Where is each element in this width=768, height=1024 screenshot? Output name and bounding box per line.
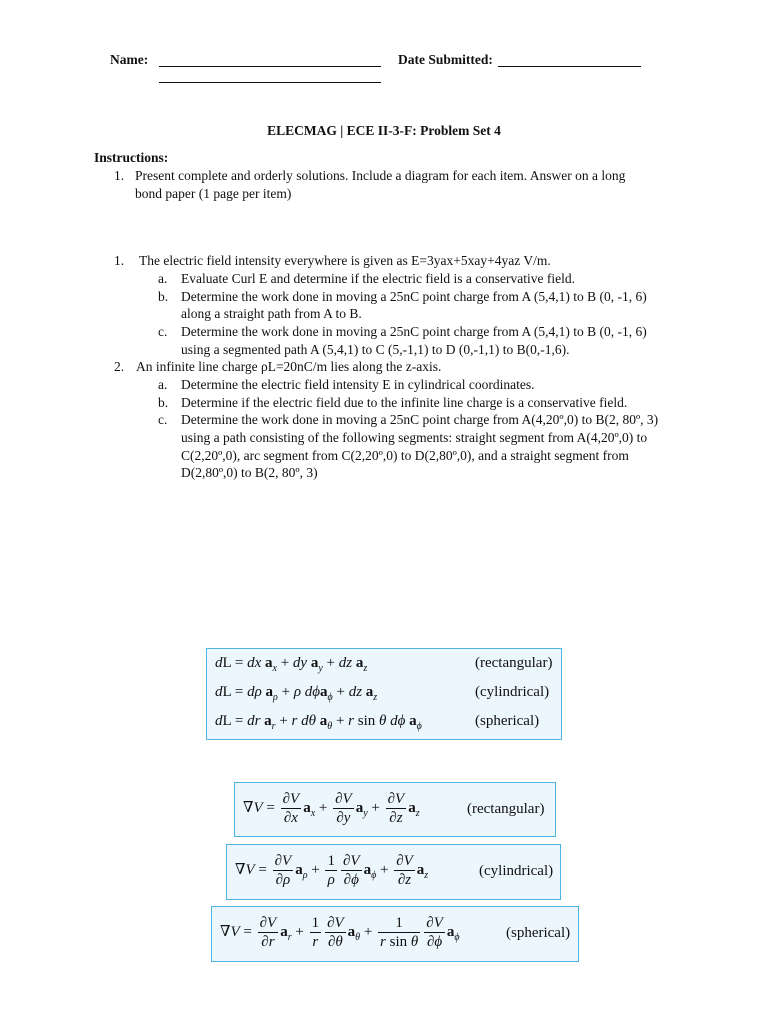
- problem-2b-letter: b.: [158, 395, 169, 410]
- grad-spherical-box: [211, 906, 579, 962]
- instruction-item-text: Present complete and orderly solutions. Include a diagram for each item. Answer on a long: [135, 168, 626, 183]
- problem-2c-letter: c.: [158, 412, 168, 427]
- problem-2c-text-cont-3: D(2,80º,0) to B(2, 80º, 3): [181, 465, 318, 480]
- grad-rectangular-box: [234, 782, 556, 837]
- instruction-item-num: 1.: [114, 168, 125, 183]
- dl-rectangular-equation: dL = dx $a_x$ + dy $a_y$ + dz $a_z$: [215, 655, 368, 674]
- grad-spherical-label: (spherical): [506, 925, 571, 941]
- name-line-2: [159, 82, 381, 83]
- page-title: ELECMAG | ECE II-3-F: Problem Set 4: [267, 123, 501, 138]
- problem-2c-text-cont-1: using a path consisting of the following segments: straight segment from A(4,20º,0) to: [181, 430, 648, 445]
- instruction-item-text-cont: bond paper (1 page per item): [135, 186, 292, 201]
- name-label: Name:: [110, 52, 149, 67]
- problem-2c-text-cont-2: C(2,20º,0), arc segment from C(2,20º,0) to D(2,80º,0), and a straight segment from: [181, 448, 629, 463]
- problem-2-num: 2.: [114, 359, 125, 374]
- date-label: Date Submitted:: [398, 52, 493, 67]
- grad-cylindrical-box: [226, 844, 561, 900]
- dl-cylindrical-equation: dL = dρ $a_\rho + \rho$ dϕa$_\phi$ + dz $a_z$: [215, 684, 378, 703]
- dl-spherical-equation: dL = dr $a_r + r$ dθ $a_\theta + r$ sin θ dϕ $a_\phi$: [215, 713, 422, 732]
- dl-rectangular-label: (rectangular): [475, 655, 553, 671]
- problem-2a-letter: a.: [158, 377, 168, 392]
- dl-formula-box: [206, 648, 562, 740]
- problem-1c-text: Determine the work done in moving a 25nC point charge from A (5,4,1) to B (0, -1, 6): [181, 324, 647, 339]
- date-line: [498, 66, 641, 67]
- problem-1b-text-cont: along a straight path from A to B.: [181, 306, 362, 321]
- problem-2b-text: Determine if the electric field due to the infinite line charge is a conservative field.: [181, 395, 628, 410]
- problem-1c-letter: c.: [158, 324, 168, 339]
- grad-rectangular-equation: ∇V = $\frac{\partial V}{\partial x}$ $a_x$ + $\frac{\partial V}{\partial y}$ $a_y$ + $\frac{\partial V}{\partial z}$ $a_z$: [243, 791, 420, 826]
- problem-1-num: 1.: [114, 253, 125, 268]
- name-line-1: [159, 66, 381, 67]
- instructions-heading: Instructions:: [94, 150, 169, 165]
- problem-1-text: The electric field intensity everywhere is given as E=3yax+5xay+4yaz V/m.: [139, 253, 551, 268]
- grad-cylindrical-equation: ∇V = $\frac{\partial V}{\partial\rho}$ $a_\rho$ + $\frac{1}{\rho}$ $\frac{\partial V}{\partial\phi}$ $a_\phi$ + $\frac{\partial V}{\partial z}$ $a_z$: [235, 853, 429, 888]
- grad-spherical-equation: ∇V = $\frac{\partial V}{\partial r}$ $a_r$ + $\frac{1}{r}$ $\frac{\partial V}{\partial\theta}$ $a_\theta$ + $\frac{1}{\text{r sin θ}}$ $\frac{\partial V}{\partial\phi}$ $a_\phi$: [220, 915, 460, 950]
- dl-spherical-label: (spherical): [475, 713, 540, 729]
- problem-1b-text: Determine the work done in moving a 25nC point charge from A (5,4,1) to B (0, -1, 6): [181, 289, 647, 304]
- problem-1b-letter: b.: [158, 289, 169, 304]
- problem-2-text: An infinite line charge ρL=20nC/m lies along the z-axis.: [136, 359, 442, 374]
- problem-2a-text: Determine the electric field intensity E in cylindrical coordinates.: [181, 377, 535, 392]
- problem-1a-text: Evaluate Curl E and determine if the electric field is a conservative field.: [181, 271, 575, 286]
- problem-1a-letter: a.: [158, 271, 168, 286]
- problem-1c-text-cont: using a segmented path A (5,4,1) to C (5,-1,1) to D (0,-1,1) to B(0,-1,6).: [181, 342, 570, 357]
- grad-rectangular-label: (rectangular): [467, 801, 545, 817]
- dl-cylindrical-label: (cylindrical): [475, 684, 550, 700]
- problem-2c-text: Determine the work done in moving a 25nC point charge from A(4,20º,0) to B(2, 80º, 3): [181, 412, 659, 427]
- grad-cylindrical-label: (cylindrical): [479, 863, 554, 879]
